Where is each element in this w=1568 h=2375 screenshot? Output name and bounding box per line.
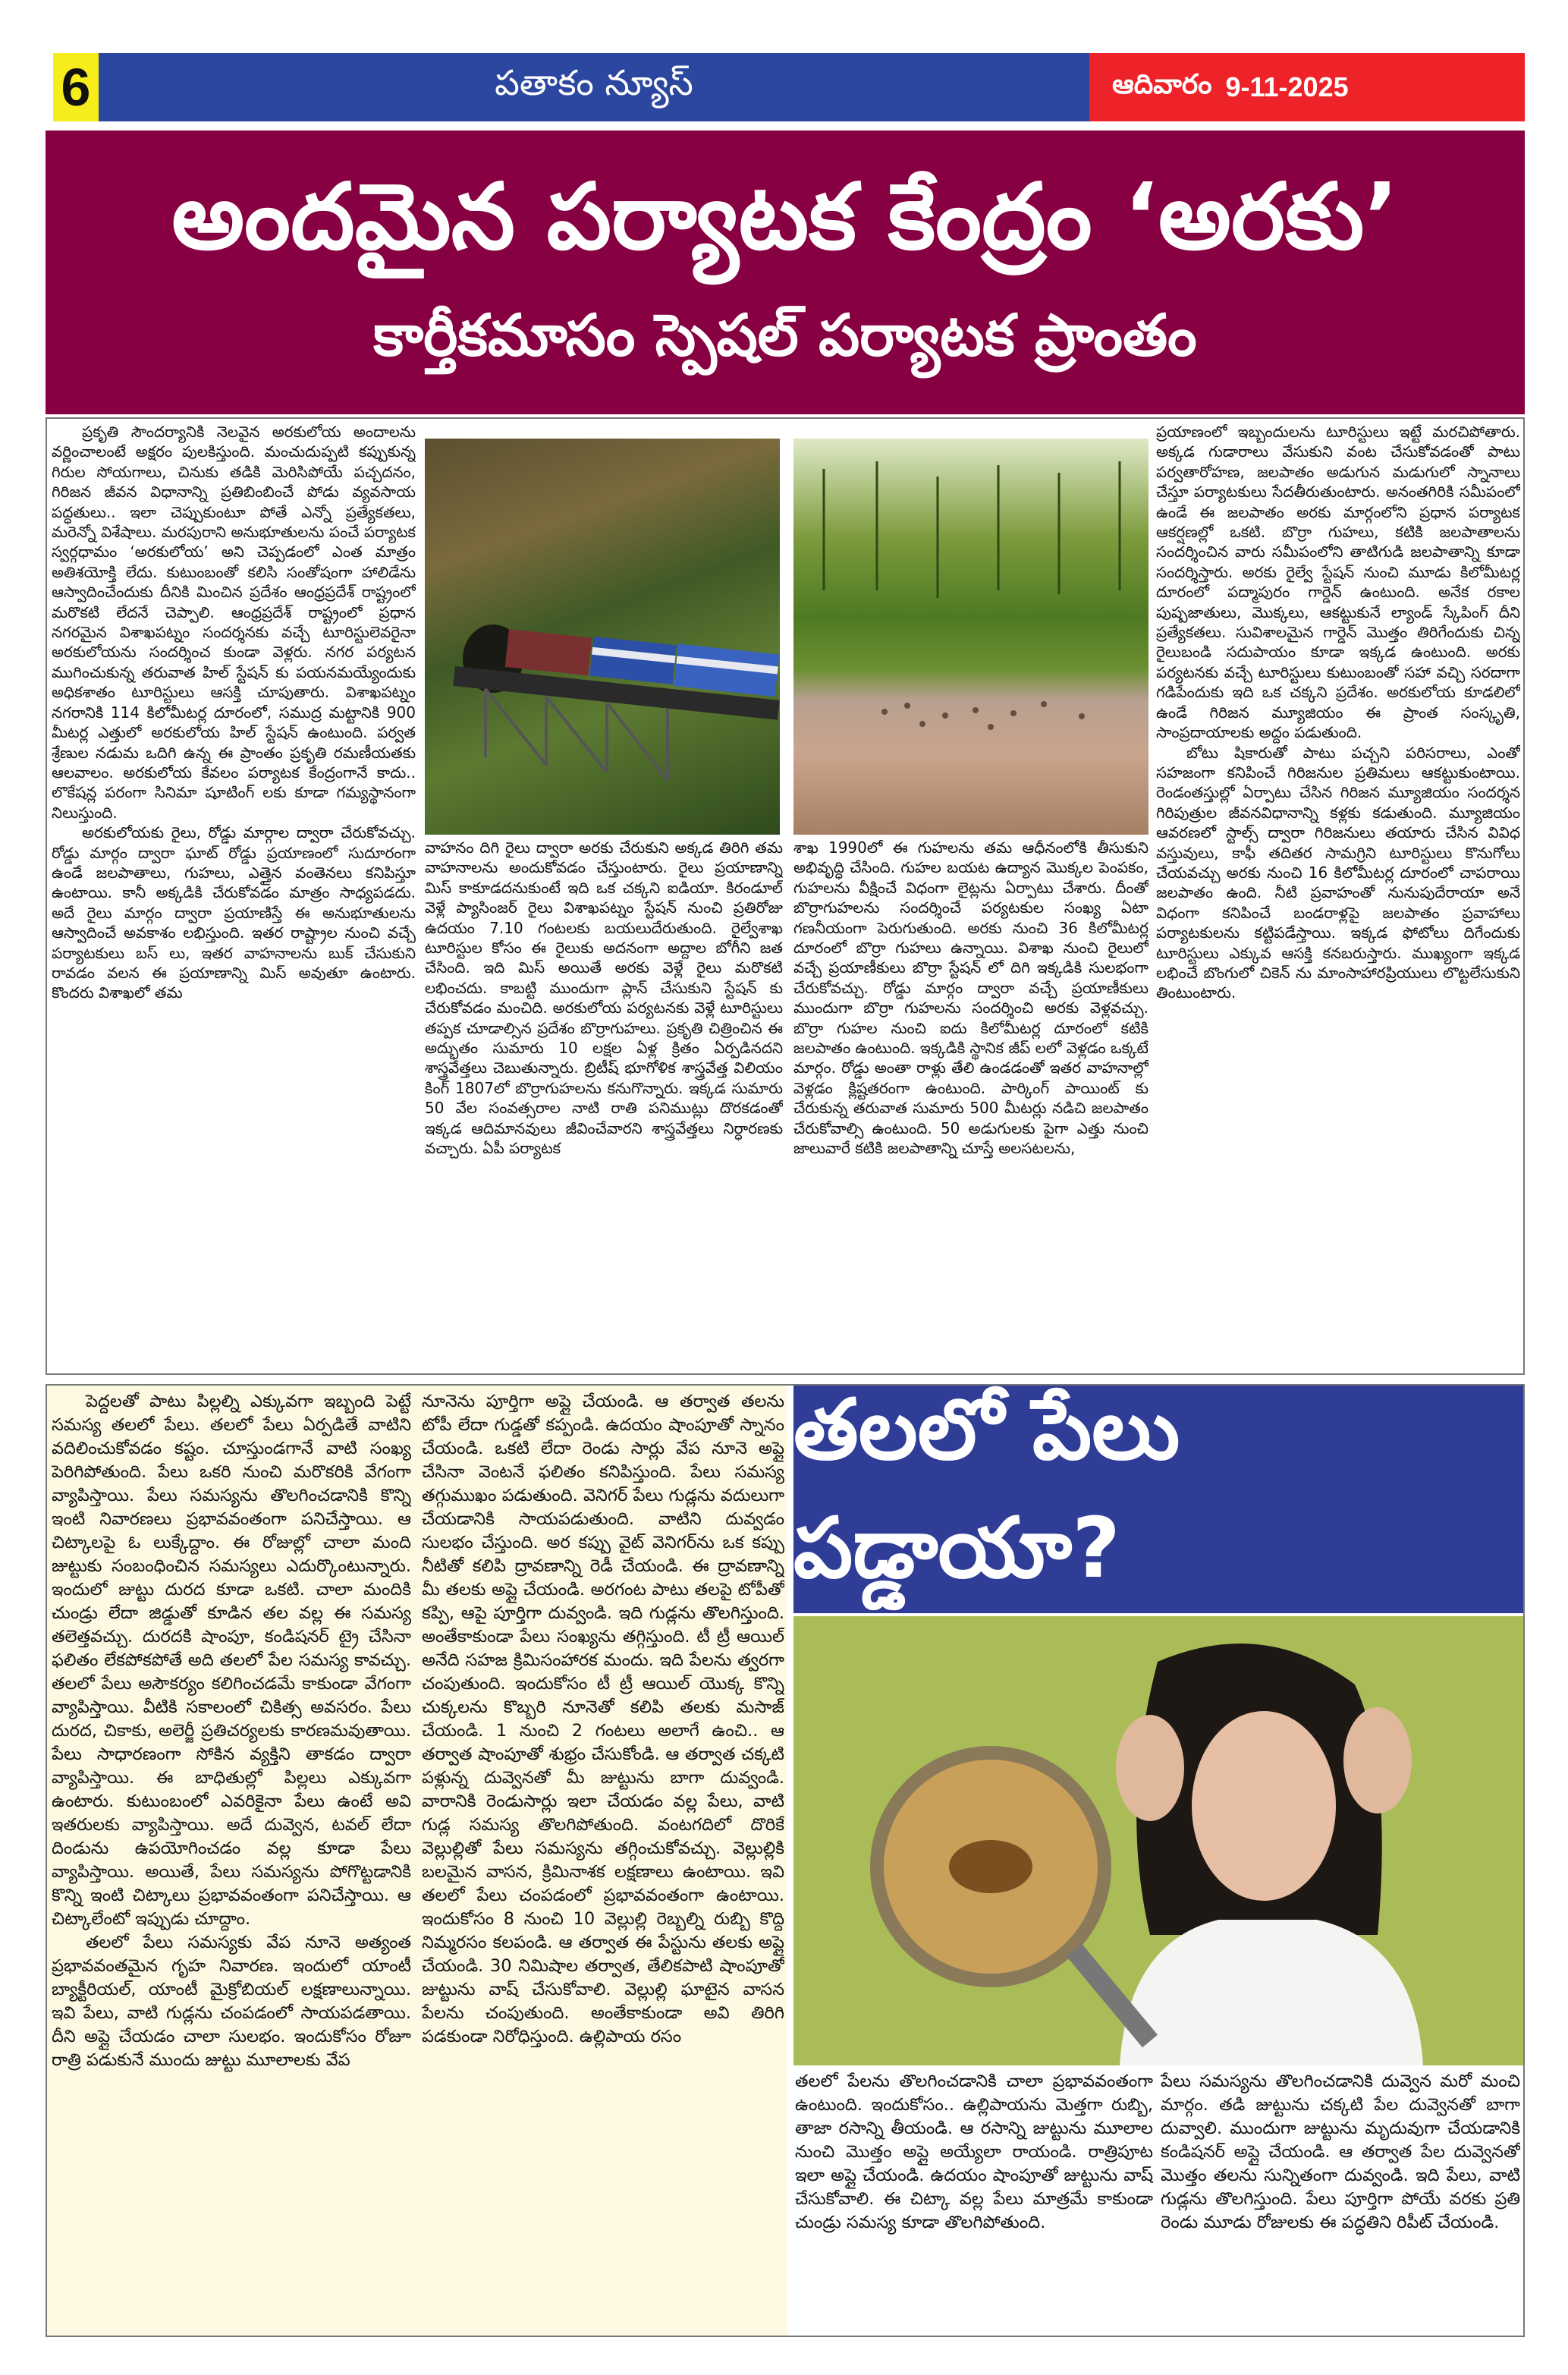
article-column-3 (793, 838, 1149, 1361)
masthead: పతాకం న్యూస్ (99, 53, 1089, 121)
woman-illustration (793, 1616, 1523, 2065)
subheadline: కార్తీకమాసం స్పెషల్ పర్యాటక ప్రాంతం (373, 301, 1197, 369)
paragraph: ప్రయాణంలో ఇబ్బందులను టూరిస్టులు ఇట్టే మరచిపోతారు. అక్కడ గుడారాలు వేసుకుని వంట చేసుకోవడంతో పాటు పర్వతారోహణ, జలపాతం అడుగున మడుగులో స్నానాలు చేస్తూ పర్యాటకులు సేదతీరుతుంటారు. అనంతగిరికి సమీపంలో ఉండే ఈ జలపాతం అరకు మార్గంలోని ప్రధాన పర్యాటక ఆకర్షణల్లో ఒకటి. బొర్రా గుహలు, కటికి జలపాతాలను సందర్శించిన వారు సమీపంలోని తాటిగుడి జలపాతాన్ని కూడా సందర్శిస్తారు. అరకు రైల్వే స్టేషన్ నుంచి మూడు కిలోమీటర్ల దూరంలో పద్మాపురం గార్డెన్ ఉంటుంది. అనేక రకాల పుష్పజాతులు, మొక్కలు, ఆకట్టుకునే ల్యాండ్ స్కేపింగ్ దీని ప్రత్యేకతలు. సువిశాలమైన గార్డెన్ మొత్తం తిరిగేందుకు చిన్న రైలుబండి సదుపాయం కూడా ఇక్కడ ఉంటుంది. అరకు పర్యటనకు వచ్చే టూరిస్టులు కుటుంబంతో సహా వచ్చి సరదాగా గడిపేందుకు ఇది ఒక చక్కని ప్రదేశం. అరకులోయ కూడలిలో ఉండే గిరిజన మ్యూజియం ఈ ప్రాంత సంస్కృతి, సాంప్రదాయాలకు అద్దం పడుతుంది. (1156, 423, 1520, 742)
paragraph: శాఖ 1990లో ఈ గుహలను తమ ఆధీనంలోకి తీసుకుని అభివృద్ధి చేసింది. గుహల బయట ఉద్యాన మొక్కల పెంపకం, గుహలను వీక్షించే విధంగా లైట్లను ఏర్పాటు చేశారు. దీంతో బొర్రాగుహలను సందర్శించే పర్యటకుల సంఖ్య ఏటా గణనీయంగా పెరుగుతుంది. అరకు నుంచి 36 కిలోమీటర్ల దూరంలో బొర్రా గుహలు ఉన్నాయి. విశాఖ నుంచి రైలులో వచ్చే ప్రయాణీకులు బొర్రా స్టేషన్ లో దిగి ఇక్కడికి సులభంగా చేరుకోవచ్చు. రోడ్డు మార్గం ద్వారా వచ్చే ప్రయాణీకులు ముందుగా బొర్రా గుహలను సందర్శించి అరకు వెళ్లవచ్చు. బొర్రా గుహల నుంచి ఐదు కిలోమీటర్ల దూరంలో కటికి జలపాతం ఉంటుంది. ఇక్కడికి స్థానిక జీప్ లలో వెళ్లడం ఒక్కటే మార్గం. రోడ్డు అంతా రాళ్లు తేలి ఉండడంతో ఇతర వాహనాల్లో వెళ్లడం క్లిష్టతరంగా ఉంటుంది. పార్కింగ్ పాయింట్ కు చేరుకున్న తరువాత సుమారు 500 మీటర్లు నడిచి జలపాతం చేరుకోవాల్సి ఉంటుంది. 50 అడుగులకు పైగా ఎత్తు నుంచి జాలువారే కటికి జలపాతాన్ని చూస్తే అలసటలను, (793, 838, 1149, 1158)
article-column-2 (425, 838, 783, 1361)
train-tunnel-photo (425, 439, 780, 835)
forest-rocks-photo (793, 439, 1149, 835)
headline-banner (46, 131, 1525, 414)
paragraph: పెద్దలతో పాటు పిల్లల్ని ఎక్కువగా ఇబ్బంది పెట్టే సమస్య తలలో పేలు. తలలో పేలు ఏర్పడితే వాటిని వదిలించుకోవడం కష్టం. చూస్తుండగానే వాటి సంఖ్య పెరిగిపోతుంది. పేలు ఒకరి నుంచి మరొకరికి వేగంగా వ్యాపిస్తాయి. పేలు సమస్యను తొలగించడానికి కొన్ని ఇంటి నివారణలు ప్రభావవంతంగా పనిచేస్తాయి. ఆ చిట్కాలపై ఓ లుక్కేద్దాం. ఈ రోజుల్లో చాలా మంది జుట్టుకు సంబంధించిన సమస్యలు ఎదుర్కొంటున్నారు. ఇందులో జుట్టు దురద కూడా ఒకటి. చాలా మందికి చుండ్రు లేదా జిడ్డుతో కూడిన తల వల్ల ఈ సమస్య తలెత్తవచ్చు. దురదకి షాంపూ, కండిషనర్ ట్రై చేసినా ఫలితం లేకపోకపోతే అది తలలో పేల సమస్య కావచ్చు. తలలో పేలు అసౌకర్యం కలిగించడమే కాకుండా వేగంగా వ్యాపిస్తాయి. వీటికి సకాలంలో చికిత్స అవసరం. పేలు దురద, చికాకు, అలెర్జీ ప్రతిచర్యలకు కారణమవుతాయి. పేలు సాధారణంగా సోకిన వ్యక్తిని తాకడం ద్వారా వ్యాపిస్తాయి. ఈ బాధితుల్లో పిల్లలు ఎక్కువగా ఉంటారు. కుటుంబంలో ఎవరికైనా పేలు ఉంటే అవి ఇతరులకు వ్యాపిస్తాయి. అదే దువ్వెన, టవల్ లేదా దిండును ఉపయోగించడం వల్ల కూడా పేలు వ్యాపిస్తాయి. అయితే, పేలు సమస్యను పోగొట్టడానికి కొన్ని ఇంటి చిట్కాలు ప్రభావవంతంగా పనిచేస్తాయి. ఆ చిట్కాలేంటో ఇప్పుడు చూద్దాం. (52, 1392, 411, 1929)
page-number: 6 (53, 53, 99, 121)
paragraph: అరకులోయకు రైలు, రోడ్డు మార్గాల ద్వారా చేరుకోవచ్చు. రోడ్డు మార్గం ద్వారా ఘాట్ రోడ్డు ప్రయాణంలో సుదూరంగా ఉండే జలపాతాలు, గుహలు, ఎత్తైన వంతెనలు కనిపిస్తూ ఉంటాయి. కానీ అక్కడికి చేరుకోవడం మాత్రం సాధ్యపడదు. అదే రైలు మార్గం ద్వారా ప్రయాణిస్తే ఈ అనుభూతులను ఆస్వాదించే అవకాశం లభిస్తుంది. ఇతర రాష్ట్రాల నుంచి వచ్చే పర్యాటకులు బస్ లు, ఇతర వాహనాలను బుక్ చేసుకుని రావడం వలన ఈ ప్రయాణాన్ని మిస్ అవుతూ ఉంటారు. కొందరు విశాఖలో తమ (52, 823, 416, 1002)
lice-column-2 (422, 1390, 784, 2331)
woman-scratching-head-photo (793, 1616, 1523, 2065)
paragraph: తలలో పేలు సమస్యకు వేప నూనె అత్యంత ప్రభావవంతమైన గృహ నివారణ. ఇందులో యాంటీ బ్యాక్టీరియల్, యాంటీ మైక్రోబియల్ లక్షణాలున్నాయి. ఇవి పేలు, వాటి గుడ్లను చంపడంలో సాయపడతాయి. దీని అప్లై చేయడం చాలా సులభం. ఇందుకోసం రోజూ రాత్రి పడుకునే ముందు జుట్టు మూలాలకు వేప (52, 1933, 411, 2070)
paragraph: పేలు సమస్యను తొలగించడానికి దువ్వెన మరో మంచి మార్గం. తడి జుట్టును చక్కటి పేల దువ్వెనతో బాగా దువ్వాలి. ముందుగా జుట్టును మృదువుగా చేయడానికి కండిషనర్ అప్లై చేయండి. ఆ తర్వాత పేల దువ్వెనతో మొత్తం తలను సున్నితంగా దువ్వండి. ఇది పేలు, వాటి గుడ్లను తొలగిస్తుంది. పేలు పూర్తిగా పోయే వరకు ప్రతి రెండు మూడు రోజులకు ఈ పద్ధతిని రిపీట్ చేయండి. (1161, 2071, 1520, 2232)
article-column-1 (52, 422, 416, 1363)
lice-column-3 (795, 2070, 1153, 2328)
lice-column-4 (1161, 2070, 1520, 2328)
article-column-4 (1156, 422, 1520, 1363)
paragraph: బోటు షికారుతో పాటు పచ్చని పరిసరాలు, ఎంతో సహజంగా కనిపించే గిరిజనుల ప్రతిమలు ఆకట్టుకుంటాయి. రెండంతస్తుల్లో ఏర్పాటు చేసిన గిరిజన మ్యూజియం సందర్శన గిరిపుత్రుల జీవనవిధానాన్ని కళ్లకు కడుతుంది. మ్యూజియం ఆవరణలో స్టాల్స్ ద్వారా గిరిజనులు తయారు చేసిన వివిధ వస్తువులు, కాఫీ తదితర సామగ్రిని టూరిస్టులు కొనుగోలు చేయవచ్చు అరకు నుంచి 16 కిలోమీటర్ల దూరంలో చాపరాయి జలపాతం ఉంది. నీటి ప్రవాహంతో నునుపుదేరాయా అనే విధంగా కనిపించే బండరాళ్లపై జలపాతం ప్రవాహాలు పర్యాటకులను కట్టిపడేస్తాయి. ఇక్కడ ఫోటోలు దిగేందుకు టూరిస్టులు ఎక్కువ ఆసక్తి కనబరుస్తారు. ముఖ్యంగా ఇక్కడ లభించే బొంగులో చికెన్ ను మాంసాహారప్రియులు లొట్టలేసుకుని తింటుంటారు. (1156, 743, 1520, 1002)
date-bar (1089, 53, 1525, 121)
paragraph: ప్రకృతి సౌందర్యానికి నెలవైన అరకులోయ అందాలను వర్ణించాలంటే అక్షరం పులకిస్తుంది. మంచుదుప్పటి కప్పుకున్న గిరుల సోయగాలు, చినుకు తడికి మెరిసిపోయే పచ్చదనం, గిరిజన జీవన విధానాన్ని ప్రతిబింబించే పోడు వ్యవసాయ పద్ధతులు.. ఇలా చెప్పుకుంటూ పోతే ఎన్నో ప్రత్యేకతలు, మరెన్నో విశేషాలు. మరపురాని అనుభూతులను పంచే పర్యాటక స్వర్గధామం ‘అరకులోయ’ అని చెప్పడంలో ఎంత మాత్రం అతిశయోక్తి లేదు. కుటుంబంతో కలిసి సంతోషంగా హాలిడేను ఆస్వాదించేందుకు దీనికి మించిన ప్రదేశం ఆంధ్రప్రదేశ్ రాష్ట్రంలో మరొకటి లేదనే చెప్పాలి. ఆంధ్రప్రదేశ్ రాష్ట్రంలో ప్రధాన నగరమైన విశాఖపట్నం సందర్శనకు వచ్చే టూరిస్టులెవరైనా అరకులోయను సందర్శించ కుండా వెళ్లరు. నగర పర్యటన ముగించుకున్న తరువాత హిల్ స్టేషన్ కు పయనమయ్యేందుకు అధికశాతం టూరిస్టులు ఆసక్తి చూపుతారు. విశాఖపట్నం నగరానికి 114 కిలోమీటర్ల దూరంలో, సముద్ర మట్టానికి 900 మీటర్ల ఎత్తులో అరకులోయ హిల్ స్టేషన్ ఉంటుంది. పర్వత శ్రేణుల నడుమ ఒదిగి ఉన్న ఈ ప్రాంతం ప్రకృతి రమణీయతకు ఆలవాలం. అరకులోయ కేవలం పర్యాటక కేంద్రంగానే కాదు.. లొకేషన్ల పరంగా సినిమా షూటింగ్ లకు కూడా గమ్యస్థానంగా నిలుస్తుంది. (52, 423, 416, 822)
crowd-illustration (793, 439, 1149, 835)
paragraph: వాహనం దిగి రైలు ద్వారా అరకు చేరుకుని అక్కడ తిరిగి తమ వాహనాలను అందుకోవడం చేస్తుంటారు. రైలు ప్రయాణాన్ని మిస్ కాకూడదనుకుంటే ఇది ఒక చక్కని ఐడియా. కిరండూల్ వెళ్లే ప్యాసింజర్ రైలు విశాఖపట్నం స్టేషన్ నుంచి ప్రతిరోజు ఉదయం 7.10 గంటలకు బయలుదేరుతుంది. రైల్వేశాఖ టూరిస్టుల కోసం ఈ రైలుకు అదనంగా అద్దాల బోగీని జత చేసింది. ఇది మిస్ అయితే అరకు వెళ్లే రైలు మరొకటి లభించదు. కాబట్టి ముందుగా ప్లాన్ చేసుకుని స్టేషన్ కు చేరుకోవడం మంచిది. అరకులోయ పర్యటనకు వెళ్లే టూరిస్టులు తప్పక చూడాల్సిన ప్రదేశం బొర్రాగుహలు. ప్రకృతి చిత్రించిన ఈ అద్భుతం సుమారు 10 లక్షల ఏళ్ల క్రితం ఏర్పడినదని శాస్త్రవేత్తలు చెబుతున్నారు. బ్రిటీష్ భూగోళిక శాస్త్రవేత్త విలియం కింగ్ 1807లో బొర్రాగుహలను కనుగొన్నారు. ఇక్కడ సుమారు 50 వేల సంవత్సరాల నాటి రాతి పనిముట్లు దొరకడంతో ఇక్కడ ఆదిమానవులు జీవించేవారని శాస్త్రవేత్తలు నిర్ధారణకు వచ్చారు. ఏపీ పర్యాటక (425, 838, 783, 1158)
date: 9-11-2025 (1225, 71, 1349, 102)
headline: అందమైన పర్యాటక కేంద్రం ‘అరకు’ (171, 165, 1399, 270)
paragraph: తలలో పేలను తొలగించడానికి చాలా ప్రభావవంతంగా ఉంటుంది. ఇందుకోసం.. ఉల్లిపాయను మెత్తగా రుబ్బి, తాజా రసాన్ని తీయండి. ఆ రసాన్ని జుట్టును మూలాల నుంచి మొత్తం అప్లై అయ్యేలా రాయండి. రాత్రిపూట ఇలా అప్లై చేయండి. ఉదయం షాంపూతో జుట్టును వాష్ చేసుకోవాలి. ఈ చిట్కా వల్ల పేలు మాత్రమే కాకుండా చుండ్రు సమస్య కూడా తొలగిపోతుంది. (795, 2071, 1153, 2232)
day: ఆదివారం (1112, 68, 1212, 99)
paragraph: నూనెను పూర్తిగా అప్లై చేయండి. ఆ తర్వాత తలను టోపీ లేదా గుడ్డతో కప్పండి. ఉదయం షాంపూతో స్నానం చేయండి. ఒకటి లేదా రెండు సార్లు వేప నూనె అప్లై చేసినా వెంటనే ఫలితం కనిపిస్తుంది. పేలు సమస్య తగ్గుముఖం పడుతుంది. వెనిగర్ పేలు గుడ్లను వదులుగా చేయడానికి సాయపడుతుంది. వాటిని దువ్వడం సులభం చేస్తుంది. అర కప్పు వైట్ వెనిగర్‌ను ఒక కప్పు నీటితో కలిపి ద్రావణాన్ని రెడీ చేయండి. ఈ ద్రావణాన్ని మీ తలకు అప్లై చేయండి. అరగంట పాటు తలపై టోపీతో కప్పి, ఆపై పూర్తిగా దువ్వండి. ఇది గుడ్లను తొలగిస్తుంది. అంతేకాకుండా పేలు సంఖ్యను తగ్గిస్తుంది. టీ ట్రీ ఆయిల్ అనేది సహజ క్రిమిసంహారక మందు. ఇది పేలను త్వరగా చంపుతుంది. ఇందుకోసం టీ ట్రీ ఆయిల్ యొక్క కొన్ని చుక్కలను కొబ్బరి నూనెతో కలిపి తలకు మసాజ్ చేయండి. 1 నుంచి 2 గంటలు అలాగే ఉంచి.. ఆ తర్వాత షాంపూతో శుభ్రం చేసుకోండి. ఆ తర్వాత చక్కటి పళ్లున్న దువ్వెనతో మీ జుట్టును బాగా దువ్వండి. వారానికి రెండుసార్లు ఇలా చేయడం వల్ల పేలు, వాటి గుడ్ల సమస్య తొలగిపోతుంది. వంటగదిలో దొరికే వెల్లుల్లితో పేలు సమస్యను తగ్గించుకోవచ్చు. వెల్లుల్లికి బలమైన వాసన, క్రిమినాశక లక్షణాలు ఉంటాయి. ఇవి తలలో పేలు చంపడంలో ప్రభావవంతంగా ఉంటాయి. ఇందుకోసం 8 నుంచి 10 వెల్లుల్లి రెబ్బల్ని రుబ్బి కొద్ది నిమ్మరసం కలపండి. ఆ తర్వాత ఈ పేస్టును తలకు అప్లై చేయండి. 30 నిమిషాల తర్వాత, తేలికపాటి షాంపూతో జుట్టును వాష్ చేసుకోవాలి. వెల్లుల్లి ఘాటైన వాసన పేలను చంపుతుంది. అంతేకాకుండా అవి తిరిగి పడకుండా నిరోధిస్తుంది. ఉల్లిపాయ రసం (422, 1392, 784, 2046)
train-illustration (425, 439, 780, 835)
lice-column-1 (52, 1390, 411, 2331)
lice-headline: తలలో పేలు పడ్డాయా? (793, 1386, 1523, 1613)
